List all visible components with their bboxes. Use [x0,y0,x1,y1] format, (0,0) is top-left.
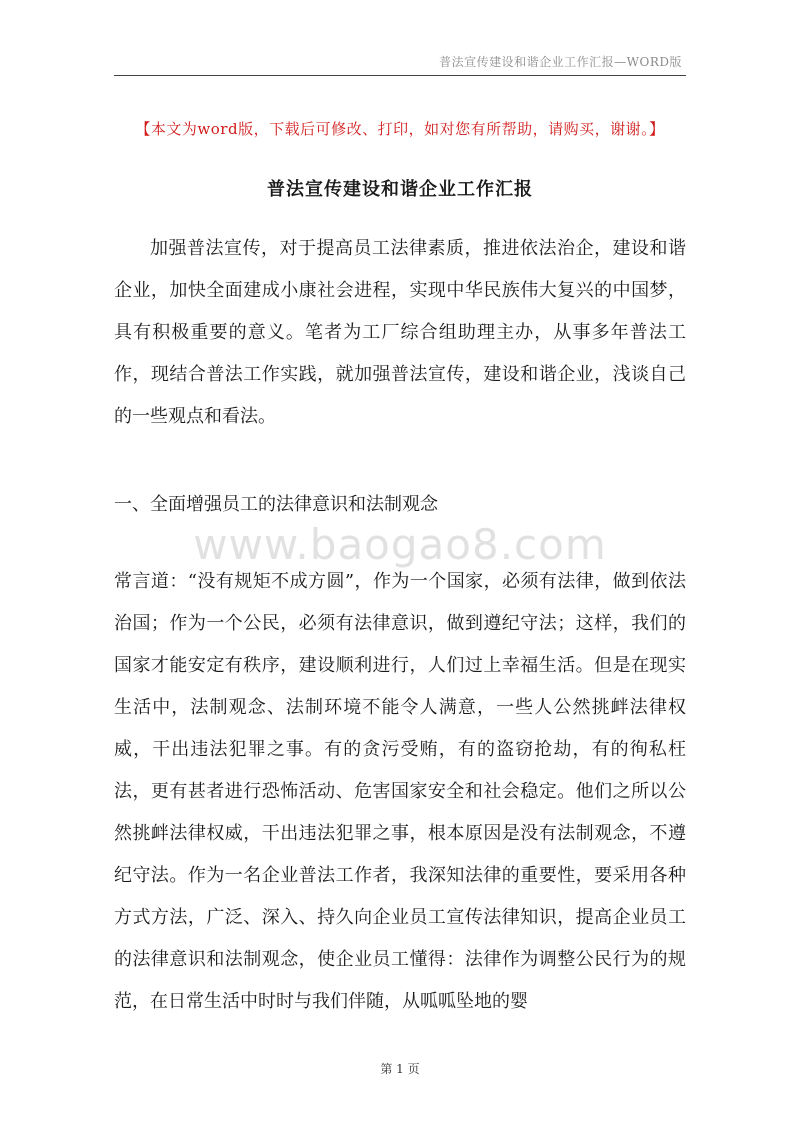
intro-paragraph: 加强普法宣传，对于提高员工法律素质，推进依法治企，建设和谐企业，加快全面建成小康社会进程，实现中华民族伟大复兴的中国梦，具有积极重要的意义。笔者为工厂综合组助理主办，从事多年普法工作，现结合普法工作实践，就加强普法宣传，建设和谐企业，浅谈自己的一些观点和看法。 [114,238,686,427]
watermark: www.baogao8.com [193,520,607,569]
running-header: 普法宣传建设和谐企业工作汇报—WORD版 [439,55,682,69]
section-1-paragraph: 常言道：“没有规矩不成方圆”，作为一个国家，必须有法律，做到依法治国；作为一个公民，必须有法律意识，做到遵纪守法；这样，我们的国家才能安定有秩序，建设顺利进行，人们过上幸福生活。但是在现实生活中，法制观念、法制环境不能令人满意，一些人公然挑衅法律权威，干出违法犯罪之事。有的贪污受贿，有的盗窃抢劫，有的徇私枉法，更有甚者进行恐怖活动、危害国家安全和社会稳定。他们之所以公然挑衅法律权威，干出违法犯罪之事，根本原因是没有法制观念，不遵纪守法。作为一名企业普法工作者，我深知法律的重要性，要采用各种方式方法，广泛、深入、持久向企业员工宣传法律知识，提高企业员工的法律意识和法制观念，使企业员工懂得：法律作为调整公民行为的规范，在日常生活中时时与我们伴随，从呱呱坠地的婴 [114,571,686,1012]
download-notice: 【本文为word版，下载后可修改、打印，如对您有所帮助，请购买，谢谢。】 [135,120,665,138]
section-heading-1: 一、全面增强员工的法律意识和法制观念 [114,494,438,515]
header-divider [114,75,686,76]
document-title: 普法宣传建设和谐企业工作汇报 [267,179,533,200]
page-number: 第 1 页 [380,1062,420,1076]
